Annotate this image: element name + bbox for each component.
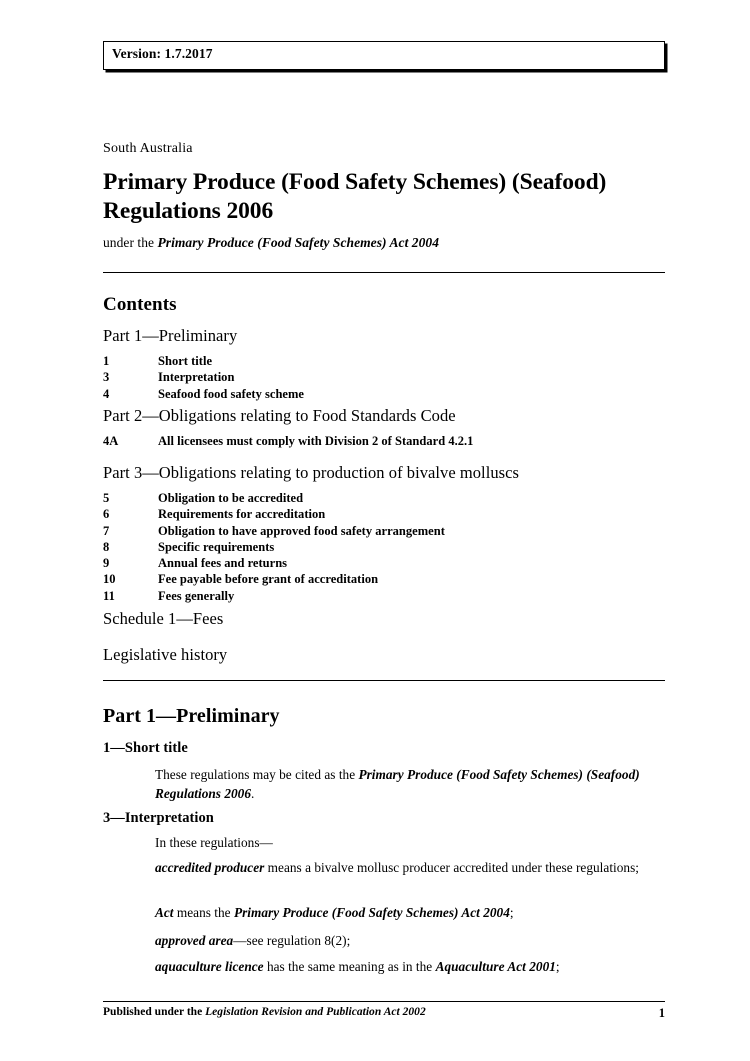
toc-entry-number: 3: [103, 370, 110, 385]
divider-body: [103, 680, 665, 681]
section-1-text-suffix: .: [251, 786, 255, 801]
definition-suffix: ;: [509, 905, 514, 920]
toc-entry[interactable]: [103, 386, 665, 402]
contents-part-1-list: [103, 353, 665, 402]
toc-entry[interactable]: [103, 433, 665, 449]
definition-term: aquaculture licence: [155, 959, 264, 974]
enabling-act-prefix: under the: [103, 235, 158, 250]
enabling-act-name: Primary Produce (Food Safety Schemes) Act 2004: [157, 235, 439, 250]
definition-term: Act: [155, 905, 174, 920]
contents-legislative-history-heading[interactable]: Legislative history: [103, 645, 228, 664]
enabling-act-line: [103, 235, 439, 251]
toc-entry-label: All licensees must comply with Division 2 of Standard 4.2.1: [158, 434, 474, 448]
toc-entry-number: 4: [103, 386, 110, 401]
toc-entry[interactable]: [103, 555, 665, 571]
section-1-text-prefix: These regulations may be cited as the: [155, 767, 359, 782]
footer-act-name: Legislation Revision and Publication Act 2002: [205, 1006, 426, 1018]
toc-entry[interactable]: [103, 490, 665, 506]
definition-citation: Aquaculture Act 2001: [435, 959, 556, 974]
toc-entry-label: Obligation to have approved food safety arrangement: [158, 523, 445, 538]
toc-entry-label: Specific requirements: [158, 539, 275, 554]
toc-entry[interactable]: [103, 588, 665, 604]
toc-entry-number: 11: [103, 588, 115, 603]
toc-entry[interactable]: [103, 353, 665, 369]
contents-part-2-list: [103, 433, 665, 449]
definition-text: means the: [173, 905, 234, 920]
contents-part-3-list: [103, 490, 665, 604]
contents-part-3-heading[interactable]: Part 3—Obligations relating to production of bivalve molluscs: [103, 463, 519, 482]
toc-entry[interactable]: [103, 369, 665, 385]
divider-top: [103, 272, 665, 273]
toc-entry-number: 9: [103, 556, 110, 571]
toc-entry-label: Obligation to be accredited: [158, 491, 304, 505]
definition-term: accredited producer: [155, 860, 265, 875]
toc-entry[interactable]: [103, 539, 665, 555]
toc-entry-label: Interpretation: [158, 370, 235, 385]
section-3-lead-in: In these regulations—: [155, 835, 273, 850]
toc-entry-label: Fee payable before grant of accreditation: [158, 572, 379, 587]
toc-entry-number: 5: [103, 491, 110, 505]
section-1-citation: Primary Produce (Food Safety Schemes) (Seafood) Regulations 2006: [155, 767, 640, 801]
toc-entry-number: 1: [103, 354, 110, 368]
section-1-text: [155, 765, 655, 803]
toc-entry-label: Fees generally: [158, 588, 235, 603]
page-title: Primary Produce (Food Safety Schemes) (Seafood) Regulations 2006: [103, 169, 607, 225]
jurisdiction-label: South Australia: [103, 141, 193, 156]
definition-aquaculture-licence: [155, 957, 655, 976]
toc-entry-number: 6: [103, 507, 110, 522]
definition-citation: Primary Produce (Food Safety Schemes) Act 2004: [233, 905, 510, 920]
toc-entry-label: Requirements for accreditation: [158, 507, 326, 522]
contents-part-1-heading[interactable]: Part 1—Preliminary: [103, 326, 238, 345]
definition-text: has the same meaning as in the: [263, 959, 436, 974]
version-box: [103, 41, 665, 70]
contents-part-2-heading[interactable]: Part 2—Obligations relating to Food Standards Code: [103, 406, 456, 425]
definition-act: [155, 903, 655, 922]
contents-heading: Contents: [103, 294, 177, 315]
toc-entry-number: 10: [103, 572, 116, 587]
definition-approved-area: [155, 931, 655, 950]
footer-divider: [103, 1001, 665, 1002]
toc-entry[interactable]: [103, 523, 665, 539]
toc-entry-label: Seafood food safety scheme: [158, 386, 304, 401]
section-3-heading: 3—Interpretation: [103, 810, 214, 826]
toc-entry-label: Annual fees and returns: [158, 556, 288, 571]
definition-text: —see regulation 8(2);: [233, 933, 351, 948]
page-number: 1: [658, 1006, 665, 1020]
definition-accredited-producer: [155, 858, 655, 877]
toc-entry[interactable]: [103, 506, 665, 522]
contents-schedule-heading[interactable]: Schedule 1—Fees: [103, 609, 224, 628]
toc-entry[interactable]: [103, 571, 665, 587]
definition-suffix: ;: [555, 959, 560, 974]
footer-prefix: Published under the: [103, 1006, 206, 1018]
version-label: Version: 1.7.2017: [112, 46, 213, 61]
definition-term: approved area: [155, 933, 234, 948]
section-1-heading: 1—Short title: [103, 740, 188, 756]
body-part-1-heading: Part 1—Preliminary: [103, 705, 280, 727]
toc-entry-number: 8: [103, 539, 110, 554]
toc-entry-number: 7: [103, 523, 110, 538]
definition-text: means a bivalve mollusc producer accredited under these regulations;: [264, 860, 639, 875]
toc-entry-number: 4A: [103, 434, 119, 448]
toc-entry-label: Short title: [158, 354, 213, 368]
